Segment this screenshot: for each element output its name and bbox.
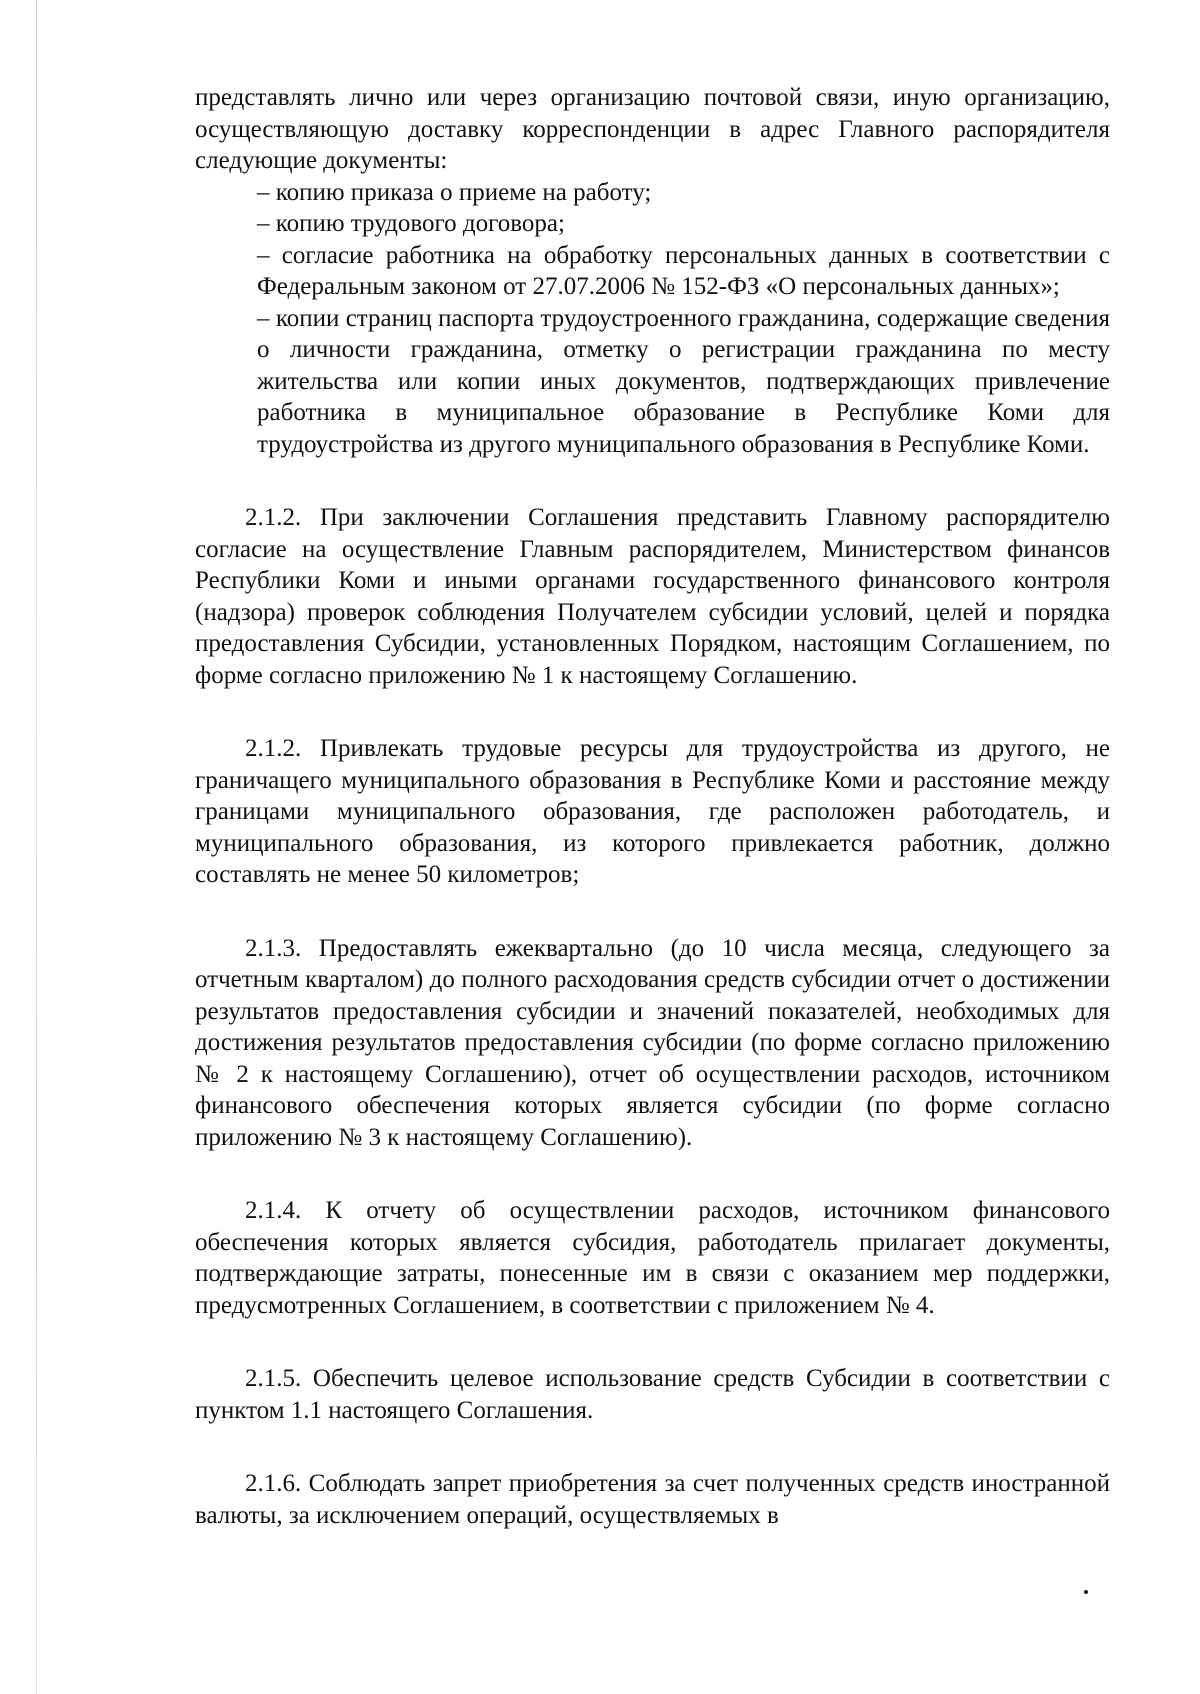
clause-2-1-2-consent: 2.1.2. При заключении Соглашения представить Главному распорядителю согласие на осуществление Главным распорядителем, Министерством финансов Республики Коми и иными органами государственного финансового контроля (надзора) проверок соблюдения Получателем субсидии условий, целей и порядка предоставления Субсидии, установленных Порядком, настоящим Соглашением, по форме согласно приложению № 1 к настоящему Соглашению. [195, 504, 1110, 689]
list-item: – копию приказа о приеме на работу; [257, 178, 652, 206]
clause-2-1-5: 2.1.5. Обеспечить целевое использование средств Субсидии в соответствии с пунктом 1.1 настоящего Соглашения. [195, 1365, 1110, 1424]
clause-2-1-3: 2.1.3. Предоставлять ежеквартально (до 10 числа месяца, следующего за отчетным кварталом) до полного расходования средств субсидии отчет о достижении результатов предоставления субсидии и значений показателей, необходимых для достижения результатов предоставления субсидии (по форме согласно приложению № 2 к настоящему Соглашению), отчет об осуществлении расходов, источником финансового обеспечения которых является субсидии (по форме согласно приложению № 3 к настоящему Соглашению). [195, 934, 1110, 1151]
list-item: – копии страниц паспорта трудоустроенного гражданина, содержащие сведения о личности гражданина, отметку о регистрации гражданина по месту жительства или копии иных документов, подтверждающих привлечение работника в муниципальное образование в Республике Коми для трудоустройства из другого муниципального образования в Республике Коми. [257, 304, 1110, 458]
clause-2-1-4: 2.1.4. К отчету об осуществлении расходов, источником финансового обеспечения которых является субсидия, работодатель прилагает документы, подтверждающие затраты, понесенные им в связи с оказанием мер поддержки, предусмотренных Соглашением, в соответствии с приложением № 4. [195, 1197, 1110, 1319]
list-item: – согласие работника на обработку персональных данных в соответствии с Федеральным законом от 27.07.2006 № 152-ФЗ «О персональных данных»; [257, 241, 1110, 300]
documents-list [195, 177, 1110, 461]
scan-speck [1084, 1590, 1088, 1594]
clause-2-1-2-labor: 2.1.2. Привлекать трудовые ресурсы для трудоустройства из другого, не граничащего муниципального образования в Республике Коми и расстояние между границами муниципального образования, где расположен работодатель, и муниципального образования, из которого привлекается работник, должно составлять не менее 50 километров; [195, 735, 1110, 888]
scan-left-edge [36, 0, 37, 1694]
clause-2-1-6: 2.1.6. Соблюдать запрет приобретения за счет полученных средств иностранной валюты, за исключением операций, осуществляемых в [195, 1470, 1110, 1529]
document-body [195, 82, 1110, 1531]
list-item: – копию трудового договора; [257, 210, 565, 237]
intro-paragraph: представлять лично или через организацию почтовой связи, иную организацию, осуществляющую доставку корреспонденции в адрес Главного распорядителя следующие документы: [195, 84, 1110, 174]
